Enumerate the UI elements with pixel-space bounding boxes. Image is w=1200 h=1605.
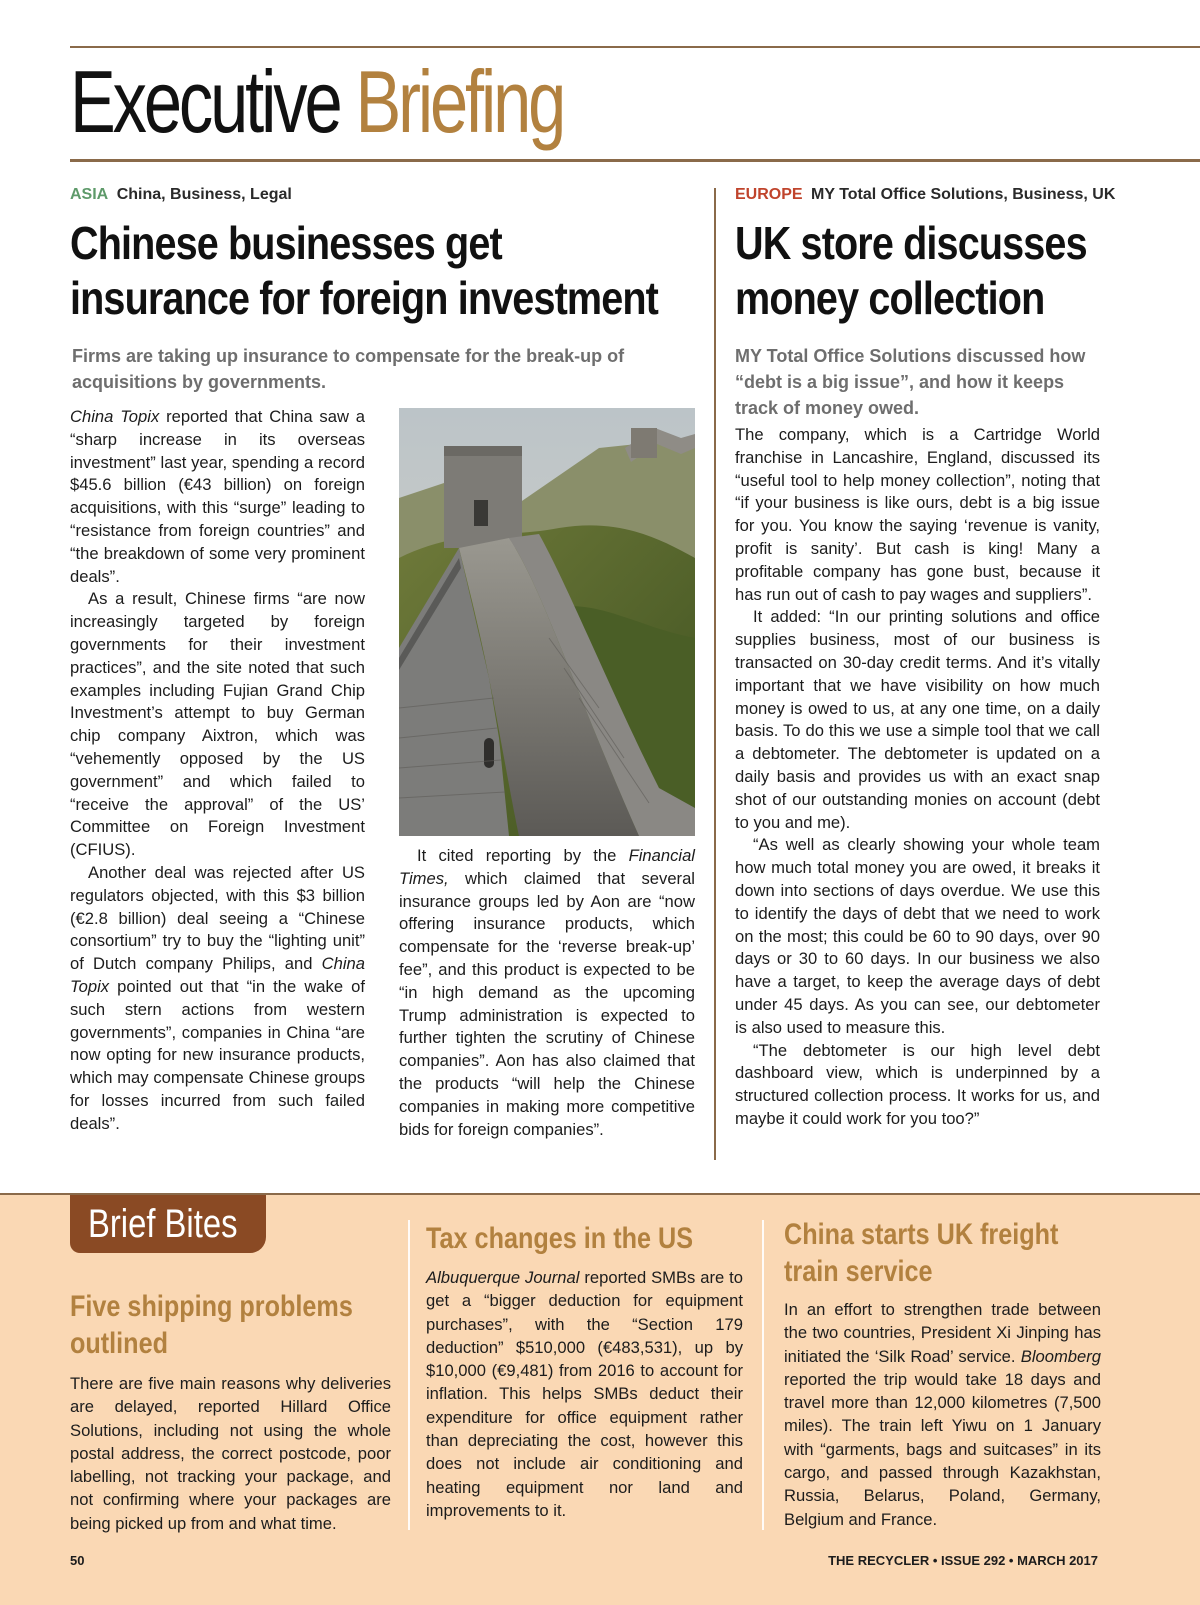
source-bloomberg: Bloomberg xyxy=(1020,1346,1101,1366)
masthead-title xyxy=(70,48,563,156)
left-article-column-1 xyxy=(70,406,365,1136)
masthead-word-executive: Executive xyxy=(70,52,340,151)
left-article-column-2 xyxy=(399,845,695,1141)
right-article-paragraph-1: The company, which is a Cartridge World franchise in Lancashire, England, discussed its “useful tool to help money collection”, noting that “if your business is like ours, debt is a big issue for you. You know the saying ‘revenue is vanity, profit is sanity’. But cash is king! Many a profitable company has gone bust, because it has run out of cash to pay wages and suppliers”. xyxy=(735,425,1100,604)
masthead-word-briefing: Briefing xyxy=(355,52,564,151)
page-number: 50 xyxy=(70,1553,85,1568)
issue-line: THE RECYCLER • ISSUE 292 • MARCH 2017 xyxy=(828,1553,1098,1568)
source-albuquerque-journal: Albuquerque Journal xyxy=(426,1268,580,1287)
bite-1-body: There are five main reasons why deliveries are delayed, reported Hillard Office Solutions, including not using the whole postal address, the correct postcode, poor labelling, not tracking your package, and not confirming where your packages are being picked up from and what time. xyxy=(70,1374,391,1533)
bite-3-headline: China starts UK freight train service xyxy=(784,1218,1059,1288)
source-china-topix-2: China Topix xyxy=(70,954,365,996)
left-article-paragraph-3: Another deal was rejected after US regulators objected, with this $3 billion (€2.8 billion) deal seeing a “Chinese consortium” try to buy the “lighting unit” of Dutch company Philips, and China Topix pointed out that “in the wake of such stern actions from western governments”, companies in China “are now opting for new insurance products, which may compensate Chinese groups for losses incurred from such failed deals”. xyxy=(70,862,365,1133)
source-financial-times: Financial Times, xyxy=(399,846,695,888)
bite-1-headline: Five shipping problems outlined xyxy=(70,1290,353,1360)
right-article-paragraph-3: “As well as clearly showing your whole team how much total money you are owed, it breaks it down into sections of days overdue. We use this to identify the days of debt that we need to work on the most; this could be 60 to 90 days, over 90 days or 30 to 60 days. In our business we also have a target, to keep the average days of debt under 45 days. As you can see, our debtometer is also used to measure this. xyxy=(735,835,1100,1037)
right-article-paragraph-2: It added: “In our printing solutions and office supplies business, most of our business is transacted on 30-day credit terms. And it’s vitally important that we have visibility on how much money is owed to us, at any one time, on a daily basis. To do this we use a simple tool that we call a debtometer. The debtometer is updated on a daily basis and provides us with an exact snap shot of our outstanding monies on account (debt to you and me). xyxy=(735,607,1100,832)
masthead-rule xyxy=(70,159,1200,162)
source-china-topix: China Topix xyxy=(70,407,160,426)
bite-divider xyxy=(408,1220,410,1530)
bite-3-body: In an effort to strengthen trade between the two countries, President Xi Jinping has initiated the ‘Silk Road’ service. Bloomberg reported the trip would take 18 days and travel more than 12,000 kilometres (7,500 miles). The train left Yiwu on 1 January with “garments, bags and suitcases” in its cargo, and passed through Kazakhstan, Russia, Belarus, Poland, Germany, Belgium and France. xyxy=(784,1300,1101,1529)
right-article-kicker xyxy=(735,186,1115,204)
bite-2-headline: Tax changes in the US xyxy=(426,1222,694,1255)
left-article-paragraph-1: China Topix reported that China saw a “sharp increase in its overseas investment” last year, spending a record $45.6 billion (€43 billion) on foreign acquisitions, with this “surge” leading to “resistance from foreign countries” and “the breakdown of some very prominent deals”. xyxy=(70,407,365,586)
right-article-body xyxy=(735,424,1100,1131)
bite-2-body: Albuquerque Journal reported SMBs are to get a “bigger deduction for equipment purchases”, with the “Section 179 deduction” $510,000 (€483,531), up by $10,000 (€9,481) from 2016 to account for inflation. This helps SMBs deduct their expenditure for office equipment rather than depreciating the cost, however this does not include air conditioning and heating equipment nor land and improvements to it. xyxy=(426,1268,743,1520)
left-article-paragraph-4: It cited reporting by the Financial Times, which claimed that several insurance groups led by Aon are “now offering insurance products, which compensate for the ‘reverse break-up’ fee”, and this product is expected to be “in high demand as the upcoming Trump administration is expected to further tighten the scrutiny of Chinese companies”. Aon has also claimed that the products “will help the Chinese companies in making more competitive bids for foreign companies”. xyxy=(399,846,695,1139)
bite-divider xyxy=(762,1220,764,1530)
left-article-headline: Chinese businesses get insurance for foreign investment xyxy=(70,217,658,324)
column-divider xyxy=(714,188,716,1160)
right-article-headline: UK store discusses money collection xyxy=(735,217,1087,324)
right-article-paragraph-4: “The debtometer is our high level debt dashboard view, which is underpinned by a structured collection process. It works for us, and maybe it could work for you too?” xyxy=(735,1040,1100,1128)
left-article-paragraph-2: As a result, Chinese firms “are now increasingly targeted by foreign governments for their investment practices”, and the site noted that such examples including Fujian Grand Chip Investment’s attempt to buy German chip company Aixtron, which was “vehemently opposed by the US government” and which failed to “receive the approval” of the US’ Committee on Foreign Investment (CFIUS). xyxy=(70,589,365,860)
right-article-region: EUROPE xyxy=(735,186,803,203)
right-article-standfirst: MY Total Office Solutions discussed how “debt is a big issue”, and how it keeps track of money owed. xyxy=(735,346,1086,418)
brief-bites-label: Brief Bites xyxy=(88,1202,238,1246)
left-article-region: ASIA xyxy=(70,186,109,203)
left-article-standfirst: Firms are taking up insurance to compensate for the break-up of acquisitions by governments. xyxy=(72,346,625,392)
left-article-kicker xyxy=(70,186,292,204)
right-article-tags: MY Total Office Solutions, Business, UK xyxy=(811,186,1116,203)
great-wall-photo xyxy=(399,408,695,836)
left-article-tags: China, Business, Legal xyxy=(116,186,292,203)
